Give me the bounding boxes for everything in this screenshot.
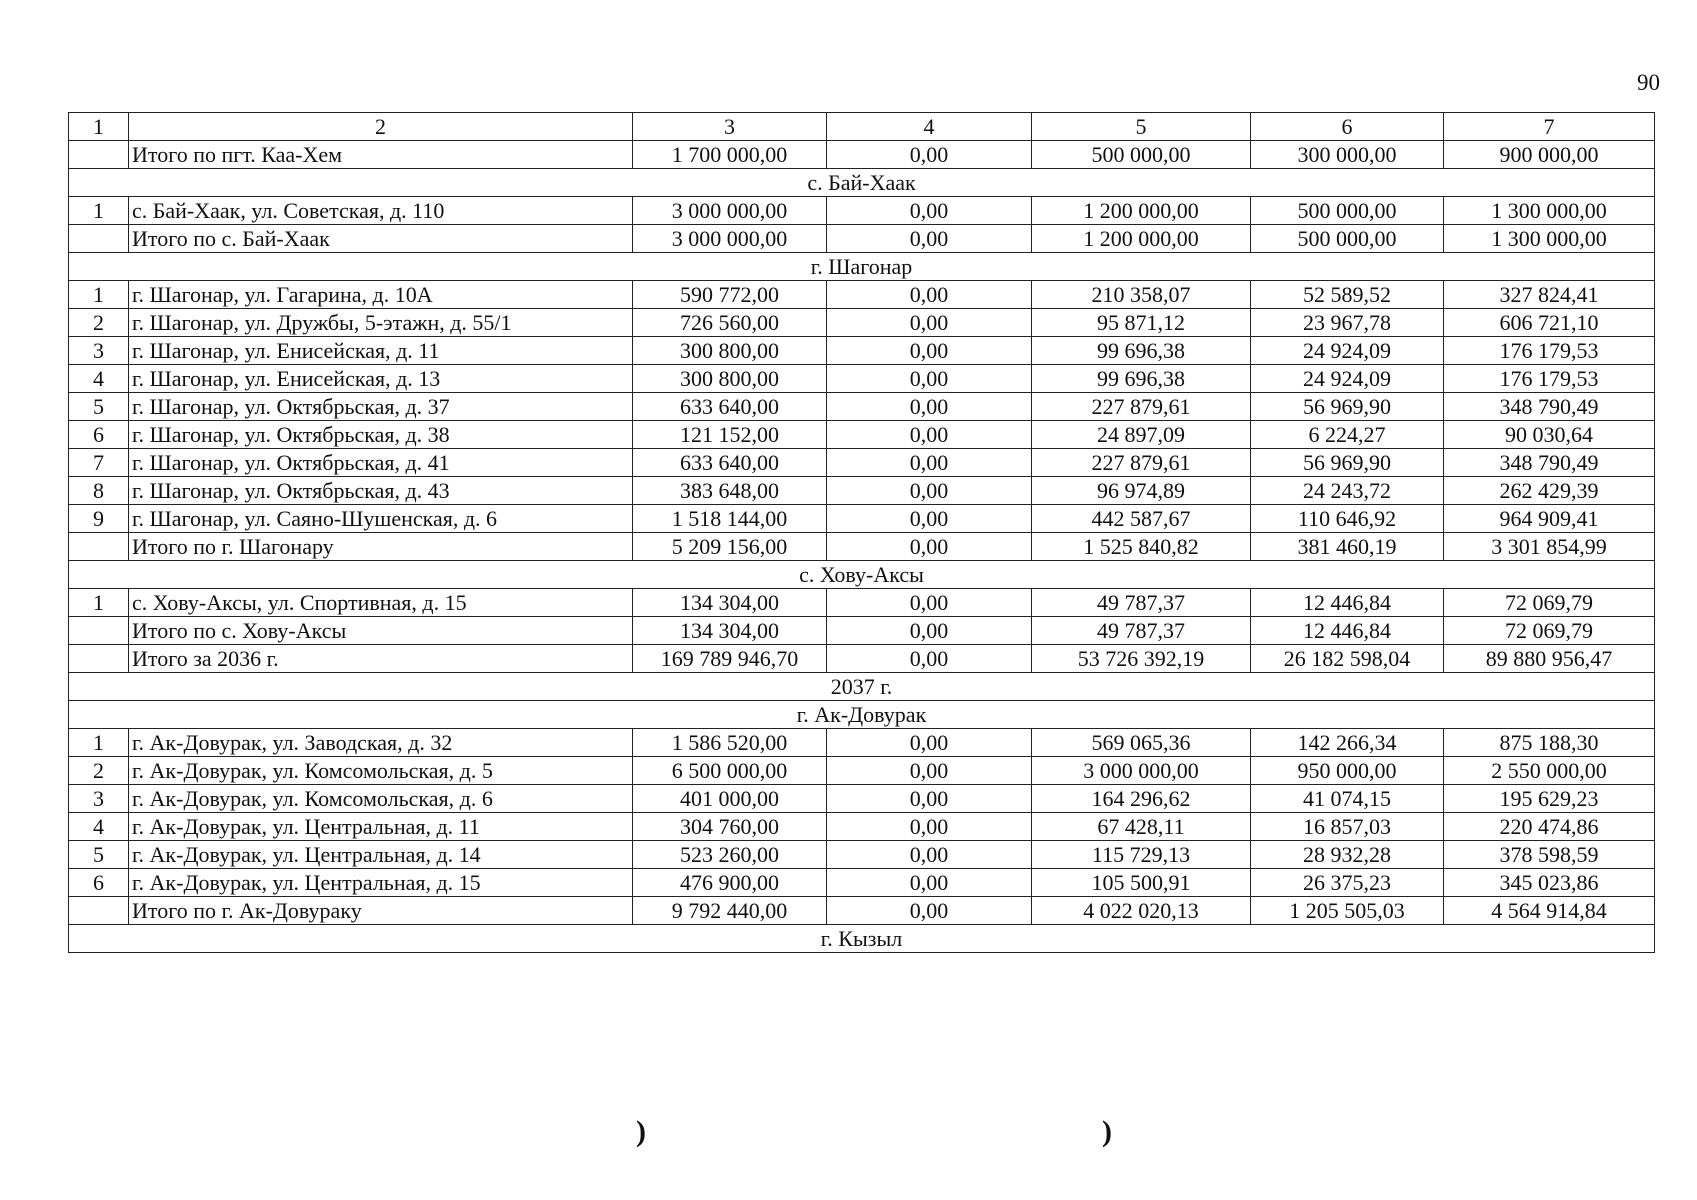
value-cell: 52 589,52 — [1251, 281, 1444, 309]
value-cell: 134 304,00 — [633, 617, 827, 645]
value-cell: 383 648,00 — [633, 477, 827, 505]
table-row — [69, 281, 1655, 309]
row-name: с. Хову-Аксы, ул. Спортивная, д. 15 — [129, 589, 633, 617]
value-cell: 476 900,00 — [633, 869, 827, 897]
value-cell: 500 000,00 — [1251, 197, 1444, 225]
header-cell: 3 — [633, 113, 827, 141]
row-name: г. Ак-Довурак, ул. Центральная, д. 15 — [129, 869, 633, 897]
value-cell: 0,00 — [827, 197, 1032, 225]
value-cell: 726 560,00 — [633, 309, 827, 337]
row-name: г. Шагонар, ул. Октябрьская, д. 41 — [129, 449, 633, 477]
row-number: 1 — [69, 281, 129, 309]
value-cell: 227 879,61 — [1032, 393, 1251, 421]
row-number: 4 — [69, 813, 129, 841]
value-cell: 381 460,19 — [1251, 533, 1444, 561]
value-cell: 28 932,28 — [1251, 841, 1444, 869]
value-cell: 0,00 — [827, 785, 1032, 813]
table-row — [69, 869, 1655, 897]
row-name: Итого по пгт. Каа-Хем — [129, 141, 633, 169]
value-cell: 3 000 000,00 — [1032, 757, 1251, 785]
value-cell: 348 790,49 — [1444, 449, 1655, 477]
row-number: 6 — [69, 869, 129, 897]
value-cell: 1 586 520,00 — [633, 729, 827, 757]
value-cell: 99 696,38 — [1032, 365, 1251, 393]
value-cell: 72 069,79 — [1444, 589, 1655, 617]
value-cell: 195 629,23 — [1444, 785, 1655, 813]
row-number: 1 — [69, 729, 129, 757]
page-number: 90 — [1637, 70, 1660, 95]
header-row — [69, 113, 1655, 141]
value-cell: 0,00 — [827, 309, 1032, 337]
row-name: г. Шагонар, ул. Гагарина, д. 10А — [129, 281, 633, 309]
value-cell: 1 700 000,00 — [633, 141, 827, 169]
value-cell: 99 696,38 — [1032, 337, 1251, 365]
value-cell: 210 358,07 — [1032, 281, 1251, 309]
value-cell: 72 069,79 — [1444, 617, 1655, 645]
section-row — [69, 701, 1655, 729]
value-cell: 0,00 — [827, 897, 1032, 925]
value-cell: 105 500,91 — [1032, 869, 1251, 897]
value-cell: 0,00 — [827, 421, 1032, 449]
table-row — [69, 785, 1655, 813]
value-cell: 950 000,00 — [1251, 757, 1444, 785]
budget-table — [68, 112, 1655, 953]
table-row — [69, 813, 1655, 841]
row-number: 3 — [69, 785, 129, 813]
value-cell: 26 375,23 — [1251, 869, 1444, 897]
value-cell: 633 640,00 — [633, 449, 827, 477]
value-cell: 121 152,00 — [633, 421, 827, 449]
table-row — [69, 477, 1655, 505]
value-cell: 12 446,84 — [1251, 617, 1444, 645]
section-row — [69, 561, 1655, 589]
value-cell: 67 428,11 — [1032, 813, 1251, 841]
value-cell: 95 871,12 — [1032, 309, 1251, 337]
value-cell: 6 500 000,00 — [633, 757, 827, 785]
value-cell: 220 474,86 — [1444, 813, 1655, 841]
table-row — [69, 617, 1655, 645]
value-cell: 96 974,89 — [1032, 477, 1251, 505]
value-cell: 115 729,13 — [1032, 841, 1251, 869]
row-name: Итого по с. Хову-Аксы — [129, 617, 633, 645]
value-cell: 401 000,00 — [633, 785, 827, 813]
row-number: 4 — [69, 365, 129, 393]
value-cell: 442 587,67 — [1032, 505, 1251, 533]
value-cell: 348 790,49 — [1444, 393, 1655, 421]
value-cell: 0,00 — [827, 505, 1032, 533]
value-cell: 9 792 440,00 — [633, 897, 827, 925]
value-cell: 964 909,41 — [1444, 505, 1655, 533]
row-number: 9 — [69, 505, 129, 533]
value-cell: 5 209 156,00 — [633, 533, 827, 561]
row-name: Итого за 2036 г. — [129, 645, 633, 673]
value-cell: 110 646,92 — [1251, 505, 1444, 533]
footer-mark: ) — [636, 1115, 646, 1148]
value-cell: 0,00 — [827, 841, 1032, 869]
value-cell: 523 260,00 — [633, 841, 827, 869]
value-cell: 378 598,59 — [1444, 841, 1655, 869]
value-cell: 56 969,90 — [1251, 449, 1444, 477]
value-cell: 1 525 840,82 — [1032, 533, 1251, 561]
value-cell: 142 266,34 — [1251, 729, 1444, 757]
value-cell: 4 022 020,13 — [1032, 897, 1251, 925]
header-cell: 7 — [1444, 113, 1655, 141]
row-number: 2 — [69, 757, 129, 785]
value-cell: 176 179,53 — [1444, 365, 1655, 393]
table-row — [69, 225, 1655, 253]
row-number: 1 — [69, 197, 129, 225]
table-row — [69, 729, 1655, 757]
value-cell: 304 760,00 — [633, 813, 827, 841]
row-number: 7 — [69, 449, 129, 477]
value-cell: 300 800,00 — [633, 337, 827, 365]
value-cell: 0,00 — [827, 589, 1032, 617]
value-cell: 0,00 — [827, 393, 1032, 421]
row-number — [69, 645, 129, 673]
value-cell: 0,00 — [827, 477, 1032, 505]
row-name: Итого по с. Бай-Хаак — [129, 225, 633, 253]
value-cell: 1 518 144,00 — [633, 505, 827, 533]
row-number — [69, 225, 129, 253]
footer-mark: ) — [1102, 1115, 1112, 1148]
table-row — [69, 505, 1655, 533]
value-cell: 169 789 946,70 — [633, 645, 827, 673]
row-name: г. Ак-Довурак, ул. Центральная, д. 11 — [129, 813, 633, 841]
row-number — [69, 617, 129, 645]
value-cell: 345 023,86 — [1444, 869, 1655, 897]
value-cell: 900 000,00 — [1444, 141, 1655, 169]
row-number: 5 — [69, 841, 129, 869]
value-cell: 0,00 — [827, 337, 1032, 365]
table-row — [69, 645, 1655, 673]
value-cell: 262 429,39 — [1444, 477, 1655, 505]
row-number: 2 — [69, 309, 129, 337]
value-cell: 300 800,00 — [633, 365, 827, 393]
value-cell: 0,00 — [827, 813, 1032, 841]
row-name: г. Шагонар, ул. Октябрьская, д. 37 — [129, 393, 633, 421]
value-cell: 0,00 — [827, 449, 1032, 477]
value-cell: 0,00 — [827, 617, 1032, 645]
header-cell: 6 — [1251, 113, 1444, 141]
value-cell: 0,00 — [827, 365, 1032, 393]
value-cell: 0,00 — [827, 533, 1032, 561]
table-row — [69, 393, 1655, 421]
row-name: г. Ак-Довурак, ул. Комсомольская, д. 5 — [129, 757, 633, 785]
row-name: с. Бай-Хаак, ул. Советская, д. 110 — [129, 197, 633, 225]
row-name: г. Ак-Довурак, ул. Комсомольская, д. 6 — [129, 785, 633, 813]
row-name: г. Шагонар, ул. Дружбы, 5-этажн, д. 55/1 — [129, 309, 633, 337]
value-cell: 134 304,00 — [633, 589, 827, 617]
section-title: г. Кызыл — [69, 925, 1655, 953]
value-cell: 90 030,64 — [1444, 421, 1655, 449]
value-cell: 500 000,00 — [1032, 141, 1251, 169]
value-cell: 56 969,90 — [1251, 393, 1444, 421]
value-cell: 875 188,30 — [1444, 729, 1655, 757]
table-row — [69, 365, 1655, 393]
value-cell: 23 967,78 — [1251, 309, 1444, 337]
value-cell: 12 446,84 — [1251, 589, 1444, 617]
table-row — [69, 897, 1655, 925]
value-cell: 0,00 — [827, 729, 1032, 757]
row-name: Итого по г. Ак-Довураку — [129, 897, 633, 925]
value-cell: 4 564 914,84 — [1444, 897, 1655, 925]
value-cell: 53 726 392,19 — [1032, 645, 1251, 673]
value-cell: 606 721,10 — [1444, 309, 1655, 337]
row-number: 5 — [69, 393, 129, 421]
table-row — [69, 197, 1655, 225]
row-number — [69, 897, 129, 925]
row-name: г. Ак-Довурак, ул. Центральная, д. 14 — [129, 841, 633, 869]
value-cell: 300 000,00 — [1251, 141, 1444, 169]
section-row — [69, 673, 1655, 701]
value-cell: 1 300 000,00 — [1444, 225, 1655, 253]
row-name: г. Шагонар, ул. Саяно-Шушенская, д. 6 — [129, 505, 633, 533]
table-row — [69, 421, 1655, 449]
row-name: г. Шагонар, ул. Октябрьская, д. 38 — [129, 421, 633, 449]
table-row — [69, 757, 1655, 785]
header-cell: 1 — [69, 113, 129, 141]
value-cell: 0,00 — [827, 869, 1032, 897]
table-row — [69, 309, 1655, 337]
value-cell: 0,00 — [827, 225, 1032, 253]
value-cell: 6 224,27 — [1251, 421, 1444, 449]
table-row — [69, 449, 1655, 477]
value-cell: 176 179,53 — [1444, 337, 1655, 365]
value-cell: 500 000,00 — [1251, 225, 1444, 253]
value-cell: 3 301 854,99 — [1444, 533, 1655, 561]
row-name: г. Ак-Довурак, ул. Заводская, д. 32 — [129, 729, 633, 757]
value-cell: 1 300 000,00 — [1444, 197, 1655, 225]
row-number: 1 — [69, 589, 129, 617]
value-cell: 16 857,03 — [1251, 813, 1444, 841]
value-cell: 1 205 505,03 — [1251, 897, 1444, 925]
value-cell: 3 000 000,00 — [633, 197, 827, 225]
value-cell: 3 000 000,00 — [633, 225, 827, 253]
table-row — [69, 533, 1655, 561]
value-cell: 89 880 956,47 — [1444, 645, 1655, 673]
header-cell: 4 — [827, 113, 1032, 141]
header-cell: 5 — [1032, 113, 1251, 141]
value-cell: 569 065,36 — [1032, 729, 1251, 757]
value-cell: 49 787,37 — [1032, 589, 1251, 617]
section-title: 2037 г. — [69, 673, 1655, 701]
row-number — [69, 533, 129, 561]
value-cell: 0,00 — [827, 757, 1032, 785]
value-cell: 0,00 — [827, 645, 1032, 673]
section-title: г. Шагонар — [69, 253, 1655, 281]
header-cell: 2 — [129, 113, 633, 141]
row-number: 8 — [69, 477, 129, 505]
value-cell: 49 787,37 — [1032, 617, 1251, 645]
value-cell: 24 243,72 — [1251, 477, 1444, 505]
value-cell: 0,00 — [827, 281, 1032, 309]
value-cell: 24 897,09 — [1032, 421, 1251, 449]
value-cell: 633 640,00 — [633, 393, 827, 421]
section-row — [69, 253, 1655, 281]
value-cell: 0,00 — [827, 141, 1032, 169]
row-number: 6 — [69, 421, 129, 449]
table-row — [69, 841, 1655, 869]
row-name: Итого по г. Шагонару — [129, 533, 633, 561]
row-name: г. Шагонар, ул. Енисейская, д. 13 — [129, 365, 633, 393]
row-number: 3 — [69, 337, 129, 365]
section-title: с. Бай-Хаак — [69, 169, 1655, 197]
section-title: с. Хову-Аксы — [69, 561, 1655, 589]
value-cell: 590 772,00 — [633, 281, 827, 309]
value-cell: 26 182 598,04 — [1251, 645, 1444, 673]
section-row — [69, 169, 1655, 197]
value-cell: 41 074,15 — [1251, 785, 1444, 813]
value-cell: 24 924,09 — [1251, 365, 1444, 393]
section-row — [69, 925, 1655, 953]
value-cell: 24 924,09 — [1251, 337, 1444, 365]
row-name: г. Шагонар, ул. Октябрьская, д. 43 — [129, 477, 633, 505]
value-cell: 164 296,62 — [1032, 785, 1251, 813]
table-body — [69, 113, 1655, 953]
section-title: г. Ак-Довурак — [69, 701, 1655, 729]
value-cell: 1 200 000,00 — [1032, 225, 1251, 253]
row-name: г. Шагонар, ул. Енисейская, д. 11 — [129, 337, 633, 365]
table-row — [69, 337, 1655, 365]
value-cell: 2 550 000,00 — [1444, 757, 1655, 785]
table-row — [69, 141, 1655, 169]
value-cell: 327 824,41 — [1444, 281, 1655, 309]
row-number — [69, 141, 129, 169]
value-cell: 227 879,61 — [1032, 449, 1251, 477]
value-cell: 1 200 000,00 — [1032, 197, 1251, 225]
table-row — [69, 589, 1655, 617]
